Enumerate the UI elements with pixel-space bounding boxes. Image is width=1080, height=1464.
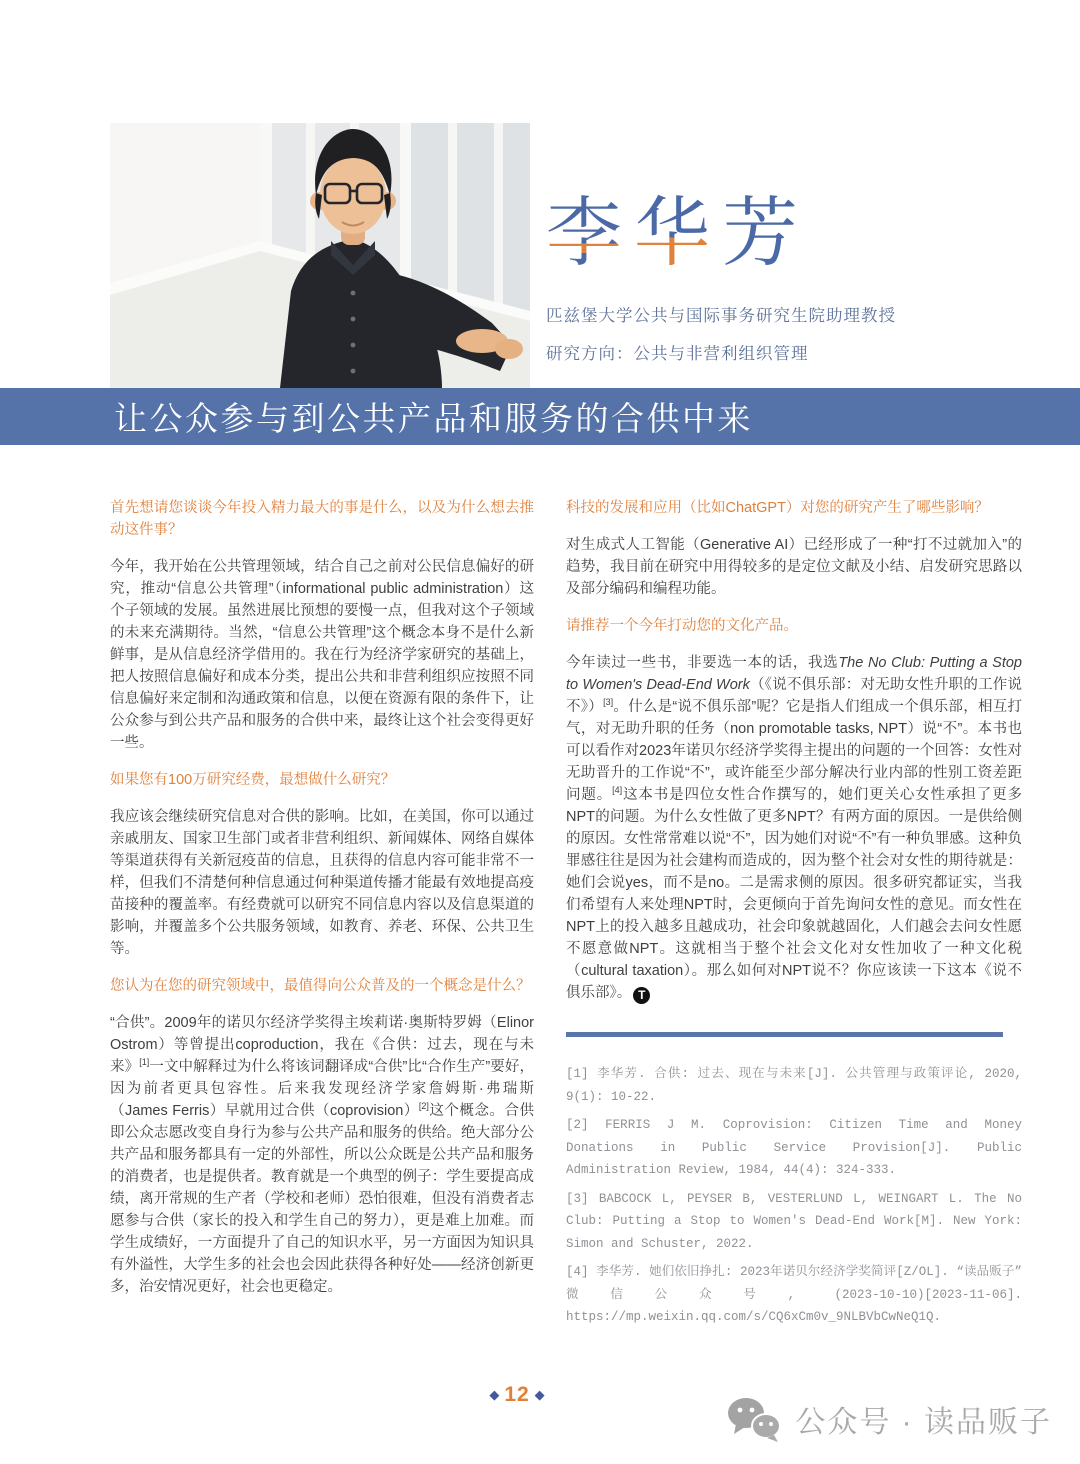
wechat-watermark (726, 1396, 1052, 1442)
question-4: 科技的发展和应用（比如ChatGPT）对您的研究产生了哪些影响？ (566, 500, 989, 516)
author-name (546, 192, 1046, 276)
author-research-direction: 研究方向：公共与非营利组织管理 (546, 344, 809, 363)
answer-3 (110, 1012, 534, 1298)
references-list (566, 1063, 1022, 1329)
answer-5-text: （《说不俱乐部：对无助女性升职的工作说不》） (566, 677, 1022, 715)
answer-3-text: 这个概念。合供即公众志愿改变自身行为参与公共产品和服务的供给。绝大部分公共产品和服务都具有一定的外部性，所以公众既是公共产品和服务的消费者，也是提供者。教育就是一个典型的例子：学生要提高成绩，离开常规的生产者（学校和老师）恐怕很难，但没有消费者志愿参与合供（家长的投入和学生自己的努力），更是难上加难。而学生成绩好，一方面提升了自己的知识水平，另一方面因为知识具有外溢性，大学生多的社会也会因此获得各种好处——经济创新更多，治安情况更好，社会也更稳定。 (110, 1103, 534, 1295)
question-3: 您认为在您的研究领域中，最值得向公众普及的一个概念是什么？ (110, 978, 531, 994)
author-name-char: 芳 (722, 191, 810, 276)
answer-5 (566, 652, 1022, 1004)
diamond-icon: ◆ (489, 1387, 500, 1402)
author-name-char: 李 (546, 191, 634, 276)
question-2: 如果您有100万研究经费，最想做什么研究？ (110, 772, 396, 788)
article-title-banner (0, 388, 1080, 445)
portrait-photo-illustration (110, 123, 530, 388)
answer-5-text: 今年读过一些书，非要选一本的话，我选 (566, 655, 839, 671)
article-body (110, 497, 1022, 1335)
reference-item: [4] 李华芳. 她们依旧挣扎: 2023年诺贝尔经济学奖简评[Z/OL]. “读品贩子” 微信公众号, (2023-10-10)[2023-11-06]. https://mp.weixin.qq.com/s/CQ6xCm0v_9NLBVbCwNeQ1Q. (566, 1265, 1022, 1324)
footnote-marker-1: [1] (139, 1057, 150, 1068)
question-1: 首先想请您谈谈今年投入精力最大的事是什么，以及为什么想去推动这件事？ (110, 500, 534, 538)
article-column-right (566, 497, 1022, 1335)
references-divider (566, 1032, 1003, 1037)
author-affiliation: 匹兹堡大学公共与国际事务研究生院助理教授 (546, 306, 896, 325)
page-number: 12 (504, 1383, 530, 1406)
footnote-marker-3: [3] (603, 697, 614, 708)
author-name-char: 华 (634, 191, 722, 276)
reference-item: [1] 李华芳. 合供: 过去、现在与未来[J]. 公共管理与政策评论, 2020, 9(1): 10-22. (566, 1067, 1022, 1104)
reference-item: [2] FERRIS J M. Coprovision: Citizen Time and Money Donations in Public Service Provision[J]. Public Administration Review, 1984, 44(4): 324-333. (566, 1118, 1022, 1177)
question-5: 请推荐一个今年打动您的文化产品。 (566, 618, 798, 634)
article-title: 让公众参与到公共产品和服务的合供中来 (114, 400, 753, 437)
article-column-left (110, 497, 534, 1335)
answer-1: 今年，我开始在公共管理领域，结合自己之前对公民信息偏好的研究，推动“信息公共管理”（informational public administration）这个子领域的发展。虽然进展比预想的要慢一点，但我对这个子领域的未来充满期待。当然，“信息公共管理”这个概念本身不是什么新鲜事，是从信息经济学借用的。我在行为经济学家研究的基础上，把人按照信息偏好和成本分类，提出公共和非营利组织应按照不同信息偏好来定制和沟通政策和信息，以便在资源有限的条件下，让公众参与到公共产品和服务的合供中来，最终让这个社会变得更好一些。 (110, 559, 534, 751)
answer-5-text: 这本书是四位女性合作撰写的，她们更关心女性承担了更多NPT的问题。为什么女性做了更多NPT？有两方面的原因。一是供给侧的原因。女性常常难以说“不”，因为她们对说“不”有一种负罪感。这种负罪感往往是因为社会建构而造成的，因为整个社会对女性的期待就是：她们会说yes，而不是no。二是需求侧的原因。很多研究都证实，当我们希望有人来处理NPT时，会更倾向于首先询问女性的意见。而女性在NPT上的投入越多且越成功，社会印象就越固化，人们越会去问女性愿不愿意做NPT。这就相当于整个社会文化对女性加收了一种文化税（cultural taxation）。那么如何对NPT说不？你应该读一下这本《说不俱乐部》。 (566, 787, 1023, 1001)
author-profile (546, 192, 1046, 364)
reference-item: [3] BABCOCK L, PEYSER B, VESTERLUND L, WEINGART L. The No Club: Putting a Stop to Women's Dead-End Work[M]. New York: Simon and Schuster, 2022. (566, 1191, 1022, 1251)
footnote-marker-2: [2] (418, 1101, 429, 1112)
answer-3-text: 一文中解释过为什么将该词翻译成“合供”比“合作生产”要好，因为前者更具包容性。后来我发现经济学家詹姆斯·弗瑞斯（James Ferris）早就用过合供（coprovision） (110, 1059, 535, 1119)
answer-4: 对生成式人工智能（Generative AI）已经形成了一种“打不过就加入”的趋势，我目前在研究中用得较多的是定位文献及小结、启发研究思路以及部分编码和编程功能。 (566, 537, 1022, 597)
answer-3-text: “合供”。2009年的诺贝尔经济学奖得主埃莉诺·奥斯特罗姆（Elinor Ostrom）等曾提出coproduction，我在《合供：过去，现在与未来》 (110, 1015, 534, 1075)
answer-2: 我应该会继续研究信息对合供的影响。比如，在美国，你可以通过亲戚朋友、国家卫生部门或者非营利组织、新闻媒体、网络自媒体等渠道获得有关新冠疫苗的信息，且获得的信息内容可能非常不一样，但我们不清楚何种信息通过何种渠道传播才能最有效地提高疫苗接种的覆盖率。有经费就可以研究不同信息内容以及信息渠道的影响，并覆盖多个公共服务领域，如教育、养老、环保、公共卫生等。 (110, 809, 534, 957)
wechat-icon (726, 1396, 782, 1442)
book-title-english: The No Club: Putting a Stop to Women's Dead-End Work (566, 655, 1023, 693)
watermark-text: 公众号 · 读品贩子 (795, 1406, 1052, 1439)
answer-5-text: 。什么是“说不俱乐部”呢？它是指人们组成一个俱乐部，相互打气，对无助升职的任务（non promotable tasks, NPT）说“不”。本书也可以看作对2023年诺贝尔经济学奖得主提出的问题的一个回答：女性对无助晋升的工作说“不”，或许能至少部分解决行业内部的性别工资差距问题。 (566, 699, 1023, 803)
portrait-photo (110, 123, 530, 388)
diamond-icon: ◆ (534, 1387, 545, 1402)
footnote-marker-4: [4] (612, 785, 623, 796)
end-mark-icon: T (633, 987, 650, 1004)
